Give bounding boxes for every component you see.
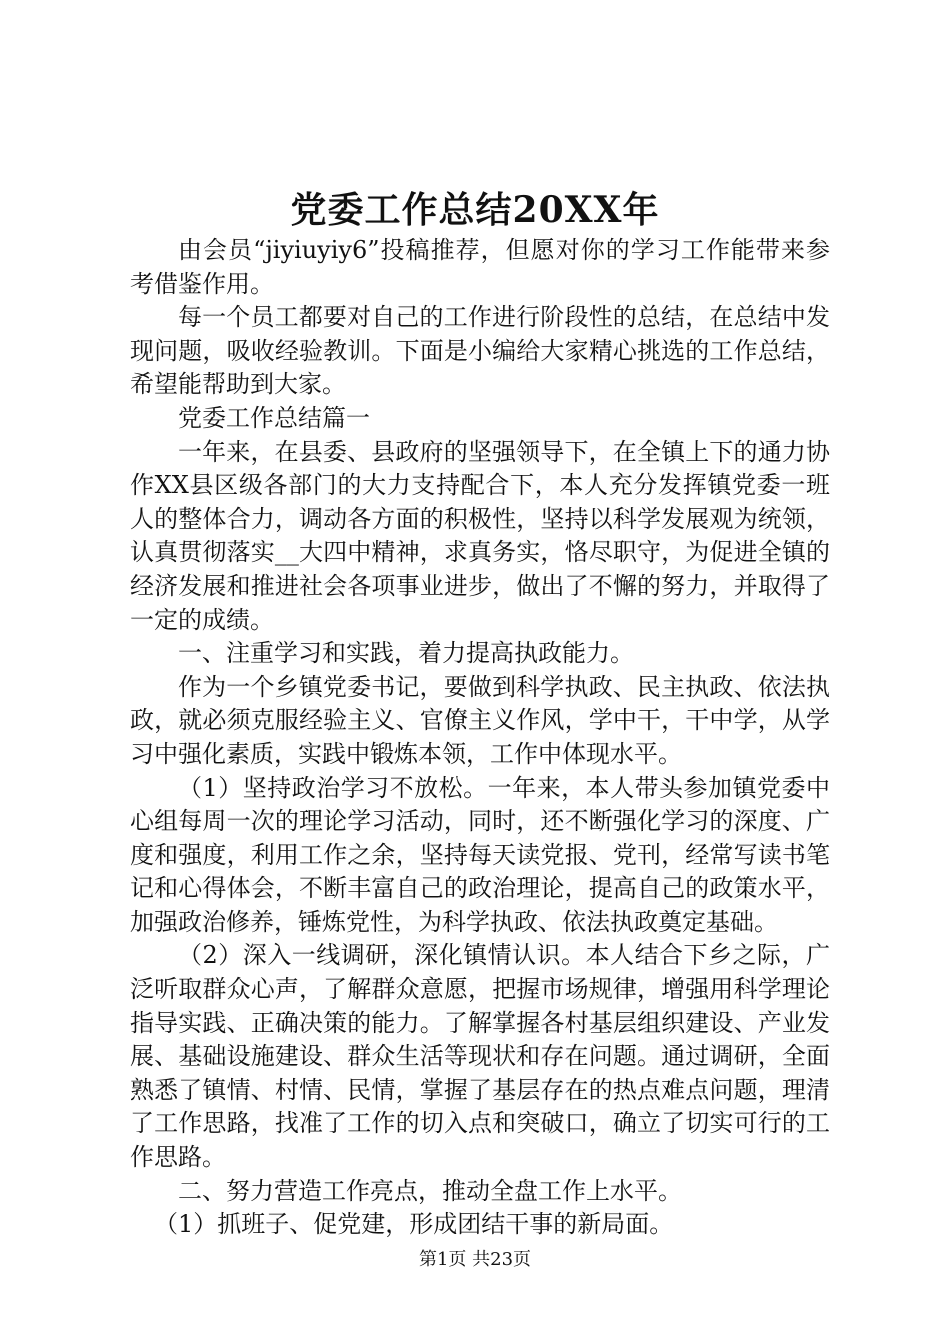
subheading-two: 二、努力营造工作亮点，推动全盘工作上水平。	[178, 1176, 682, 1205]
paragraph-item-1: （1）坚持政治学习不放松。一年来，本人带头参加镇党委中心组每周一次的理论学习活动，同时，还不断强化学习的深度、广度和强度，利用工作之余，坚持每天读党报、党刊，经常写读书笔记和心得体会，不断丰富自己的政治理论，提高自己的政策水平，加强政治修养，锤炼党性，为科学执政、依法执政奠定基础。	[130, 773, 830, 936]
paragraph-intro: 由会员“jiyiuyiy6”投稿推荐，但愿对你的学习工作能带来参考借鉴作用。	[130, 236, 830, 298]
paragraph-summary-note: 每一个员工都要对自己的工作进行阶段性的总结，在总结中发现问题，吸收经验教训。下面是小编给大家精心挑选的工作总结，希望能帮助到大家。	[130, 303, 830, 399]
document-body	[130, 234, 830, 1242]
paragraph-overview: 一年来，在县委、县政府的坚强领导下，在全镇上下的通力协作XX县区级各部门的大力支持配合下，本人充分发挥镇党委一班人的整体合力，调动各方面的积极性，坚持以科学发展观为统领，认真贯彻落实__大四中精神，求真务实，恪尽职守，为促进全镇的经济发展和推进社会各项事业进步，做出了不懈的努力，并取得了一定的成绩。	[130, 437, 830, 634]
section-heading: 党委工作总结篇一	[178, 403, 370, 432]
subheading-one: 一、注重学习和实践，着力提高执政能力。	[178, 639, 634, 668]
paragraph-governance: 作为一个乡镇党委书记，要做到科学执政、民主执政、依法执政，就必须克服经验主义、官僚主义作风，学中干，干中学，从学习中强化素质，实践中锻炼本领，工作中体现水平。	[130, 672, 830, 768]
paragraph-item-3: （1）抓班子、促党建，形成团结干事的新局面。	[154, 1210, 674, 1239]
page-number-footer: 第1页 共23页	[418, 1249, 532, 1270]
document-title: 党委工作总结20XX年	[290, 189, 660, 231]
paragraph-item-2: （2）深入一线调研，深化镇情认识。本人结合下乡之际，广泛听取群众心声，了解群众意愿，把握市场规律，增强用科学理论指导实践、正确决策的能力。了解掌握各村基层组织建设、产业发展、基础设施建设、群众生活等现状和存在问题。通过调研，全面熟悉了镇情、村情、民情，掌握了基层存在的热点难点问题，理清了工作思路，找准了工作的切入点和突破口，确立了切实可行的工作思路。	[130, 941, 830, 1172]
